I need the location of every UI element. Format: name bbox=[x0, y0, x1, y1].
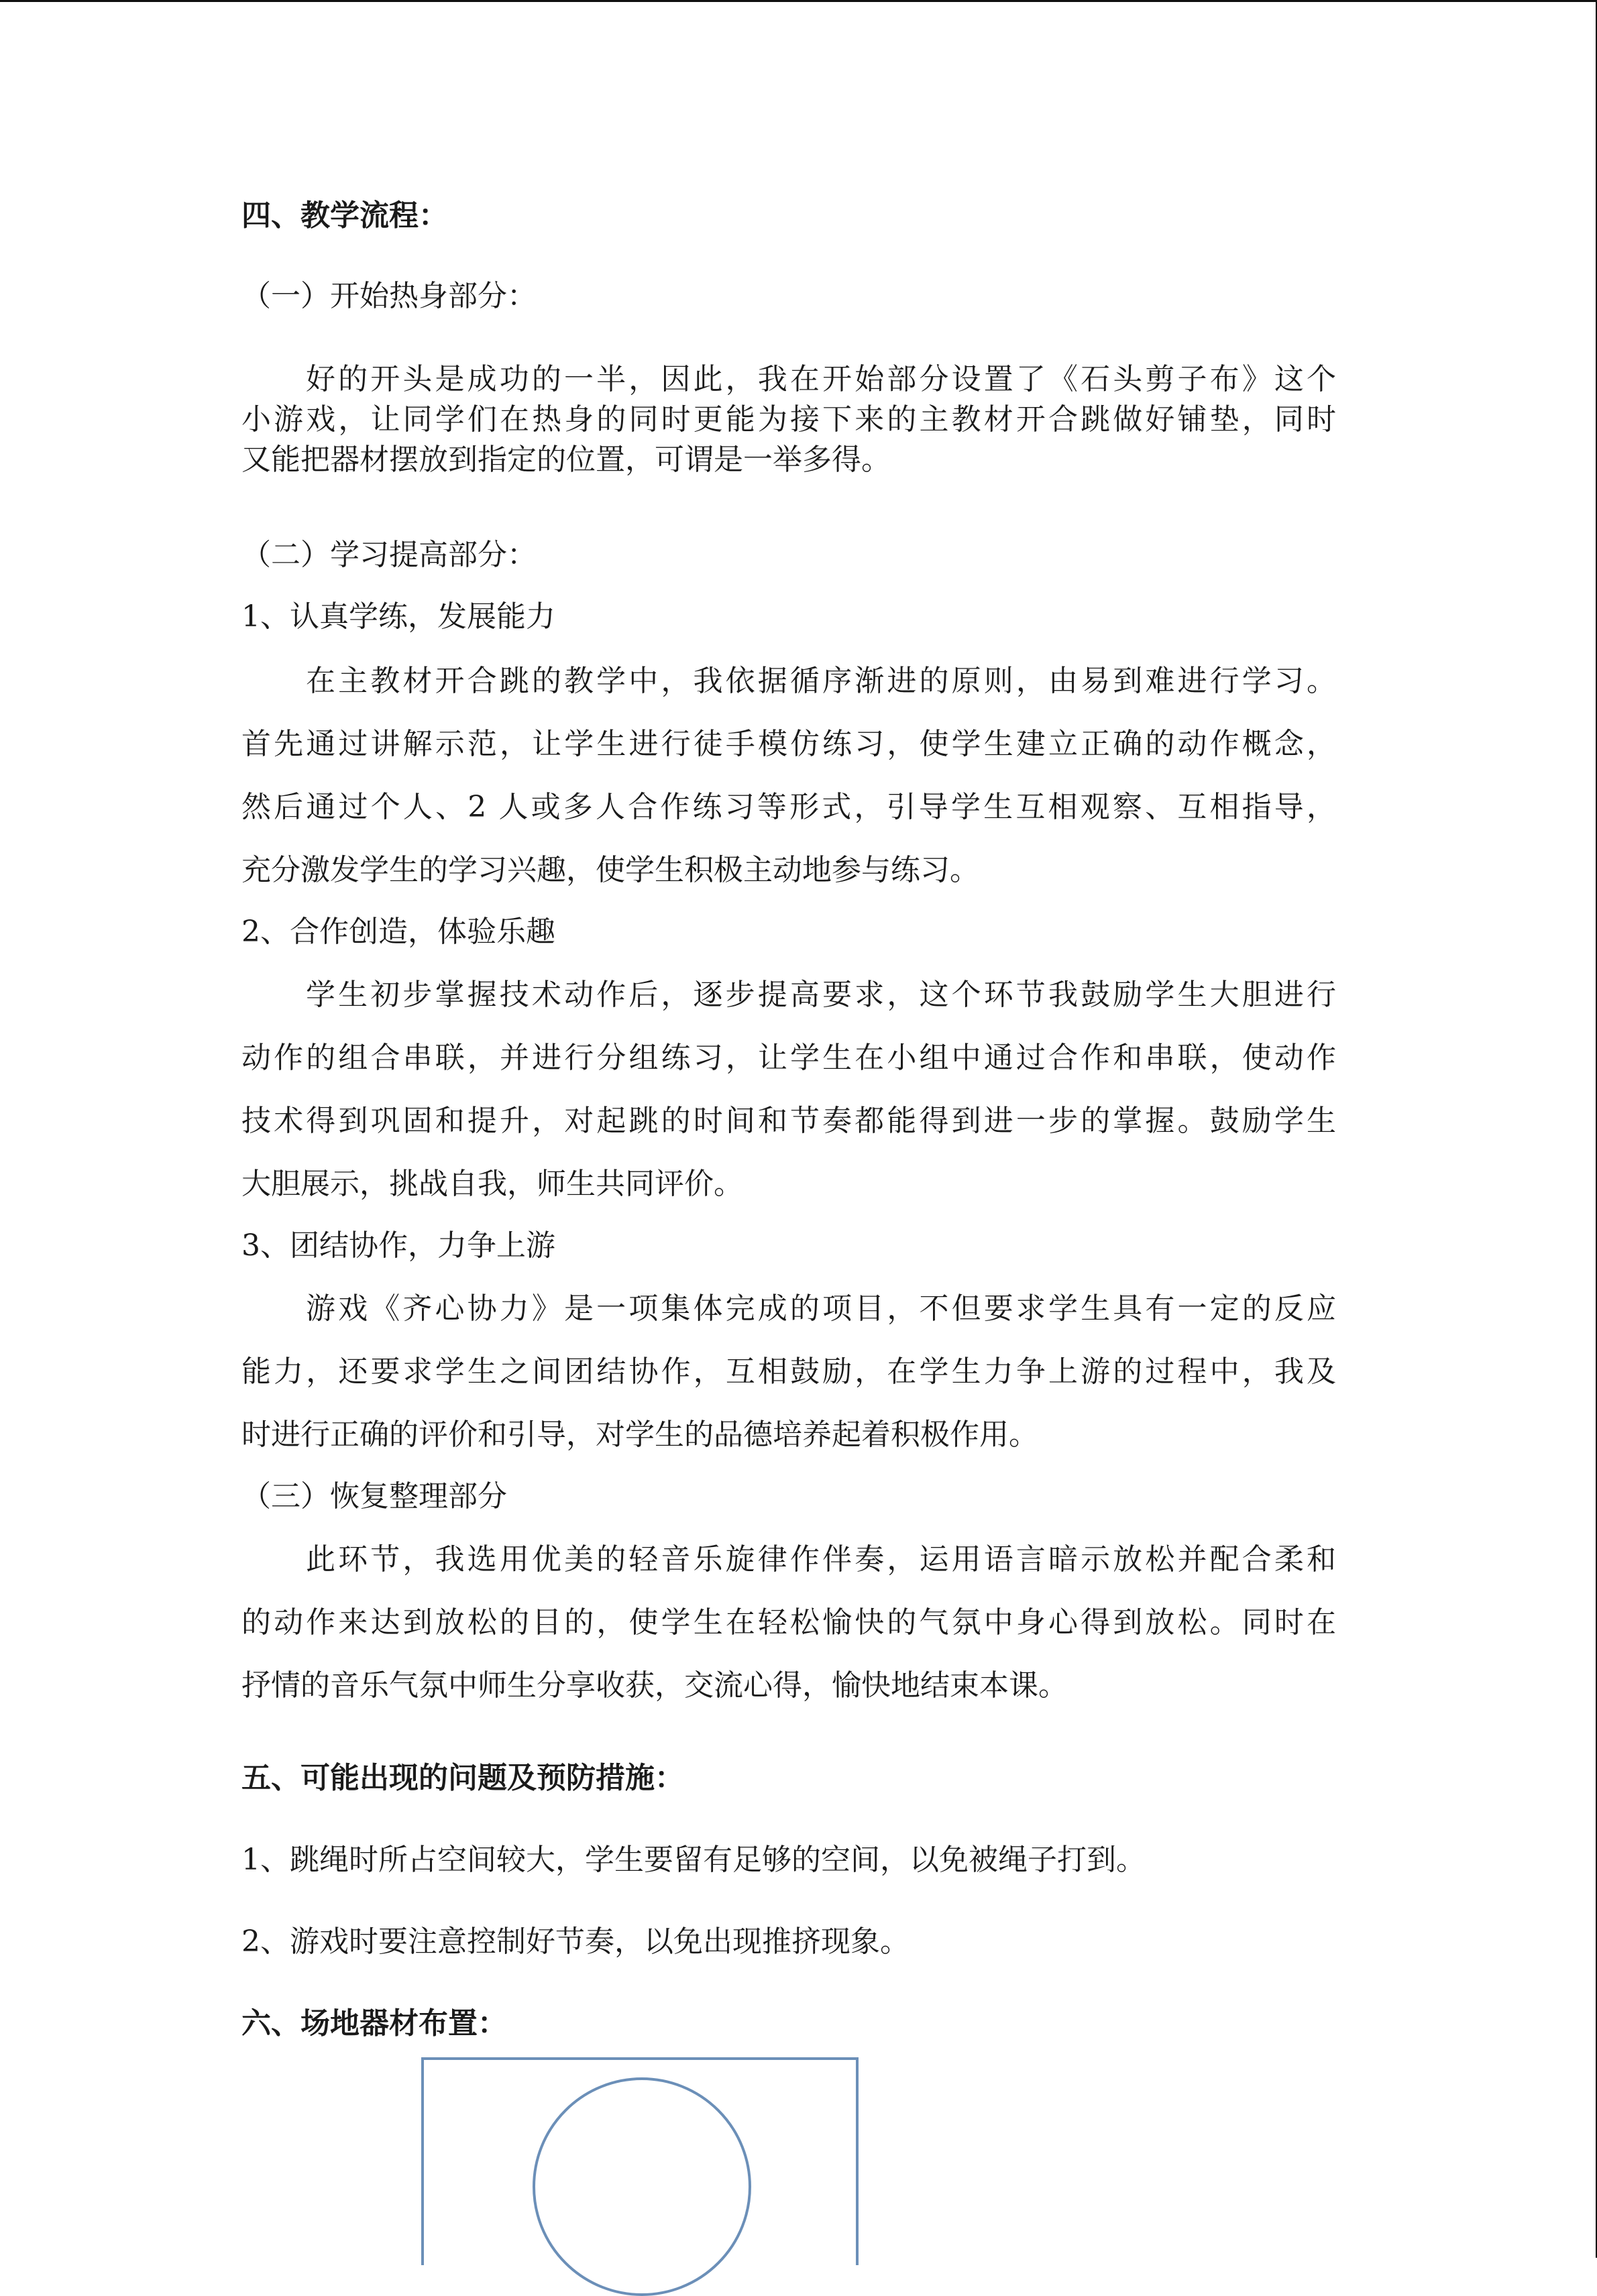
section-5-heading: 五、可能出现的问题及预防措施： bbox=[241, 1761, 684, 1795]
item-1-title: 1、认真学练，发展能力 bbox=[241, 599, 555, 634]
paragraph-line: 然后通过个人、2 人或多人合作练习等形式，引导学生互相观察、互相指导， bbox=[241, 790, 1336, 824]
paragraph-line: 首先通过讲解示范，让学生进行徒手模仿练习，使学生建立正确的动作概念， bbox=[241, 727, 1336, 761]
paragraph-line: 的动作来达到放松的目的，使学生在轻松愉快的气氛中身心得到放松。同时在 bbox=[241, 1605, 1336, 1640]
section-4-heading: 四、教学流程： bbox=[241, 198, 448, 233]
paragraph-line: 大胆展示，挑战自我，师生共同评价。 bbox=[241, 1167, 743, 1201]
paragraph-line: 充分激发学生的学习兴趣，使学生积极主动地参与练习。 bbox=[241, 853, 979, 887]
paragraph-line: 时进行正确的评价和引导，对学生的品德培养起着积极作用。 bbox=[241, 1418, 1038, 1452]
item-2-title: 2、合作创造，体验乐趣 bbox=[241, 915, 555, 949]
subsection-3-heading: （三）恢复整理部分 bbox=[241, 1479, 507, 1513]
paragraph-line: 此环节，我选用优美的轻音乐旋律作伴奏，运用语言暗示放松并配合柔和 bbox=[306, 1542, 1336, 1576]
paragraph-line: 游戏《齐心协力》是一项集体完成的项目，不但要求学生具有一定的反应 bbox=[306, 1292, 1336, 1326]
paragraph-line: 能力，还要求学生之间团结协作，互相鼓励，在学生力争上游的过程中，我及 bbox=[241, 1355, 1336, 1389]
paragraph-line: 又能把器材摆放到指定的位置，可谓是一举多得。 bbox=[241, 443, 891, 477]
list-item: 1、跳绳时所占空间较大，学生要留有足够的空间，以免被绳子打到。 bbox=[241, 1843, 1146, 1877]
section-6-heading: 六、场地器材布置： bbox=[241, 2006, 507, 2041]
paragraph-line: 抒情的音乐气氛中师生分享收获，交流心得，愉快地结束本课。 bbox=[241, 1668, 1068, 1703]
paragraph-line: 在主教材开合跳的教学中，我依据循序渐进的原则，由易到难进行学习。 bbox=[306, 664, 1336, 698]
item-3-title: 3、团结协作，力争上游 bbox=[241, 1228, 555, 1263]
field-layout-circle bbox=[533, 2077, 751, 2296]
paragraph-line: 小游戏，让同学们在热身的同时更能为接下来的主教材开合跳做好铺垫，同时 bbox=[241, 402, 1336, 437]
paragraph-line: 动作的组合串联，并进行分组练习，让学生在小组中通过合作和串联，使动作 bbox=[241, 1041, 1336, 1075]
list-item: 2、游戏时要注意控制好节奏，以免出现推挤现象。 bbox=[241, 1925, 910, 1959]
paragraph-line: 学生初步掌握技术动作后，逐步提高要求，这个环节我鼓励学生大胆进行 bbox=[306, 978, 1336, 1012]
subsection-2-heading: （二）学习提高部分： bbox=[241, 538, 537, 572]
paragraph-line: 技术得到巩固和提升，对起跳的时间和节奏都能得到进一步的掌握。鼓励学生 bbox=[241, 1104, 1336, 1138]
paragraph-line: 好的开头是成功的一半，因此，我在开始部分设置了《石头剪子布》这个 bbox=[306, 362, 1336, 396]
subsection-1-heading: （一）开始热身部分： bbox=[241, 279, 537, 313]
